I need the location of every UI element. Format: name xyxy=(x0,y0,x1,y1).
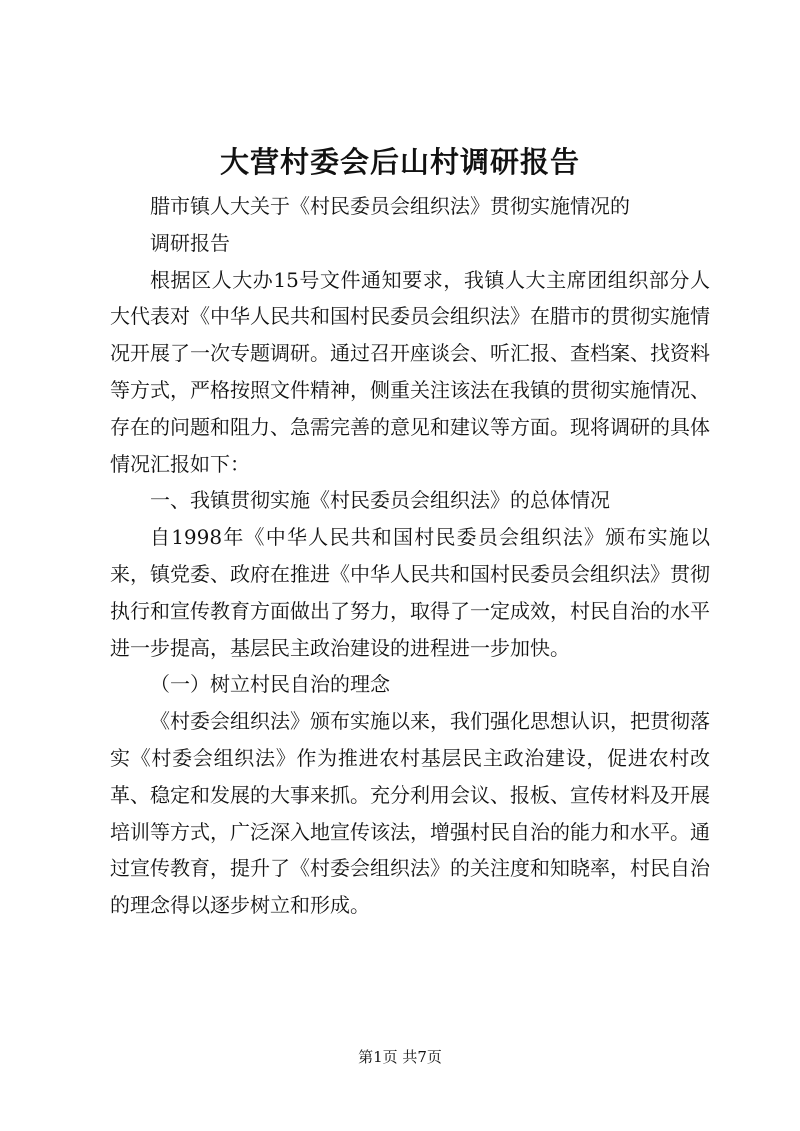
page-footer: 第1页 共7页 xyxy=(358,1048,442,1066)
subsection-heading-1: （一）树立村民自治的理念 xyxy=(150,672,390,697)
section-heading-1: 一、我镇贯彻实施《村民委员会组织法》的总体情况 xyxy=(150,488,610,513)
page-title: 大营村委会后山村调研报告 xyxy=(219,145,580,179)
subsection-paragraph-1: 《村委会组织法》颁布实施以来，我们强化思想认识，把贯彻落实《村委会组织法》作为推进农村基层民主政治建设，促进农村改革、稳定和发展的大事来抓。充分利用会议、报板、宣传材料及开展培训等方式，广泛深入地宣传该法，增强村民自治的能力和水平。通过宣传教育，提升了《村委会组织法》的关注度和知晓率，村民自治的理念得以逐步树立和形成。 xyxy=(110,709,710,918)
document-body xyxy=(110,188,710,924)
intro-paragraph: 根据区人大办15号文件通知要求，我镇人大主席团组织部分人大代表对《中华人民共和国村民委员会组织法》在腊市的贯彻实施情况开展了一次专题调研。通过召开座谈会、听汇报、查档案、找资料等方式，严格按照文件精神，侧重关注该法在我镇的贯彻实施情况、存在的问题和阻力、急需完善的意见和建议等方面。现将调研的具体情况汇报如下： xyxy=(110,267,710,476)
subtitle-line-1: 腊市镇人大关于《村民委员会组织法》贯彻实施情况的 xyxy=(150,194,630,218)
subtitle-line-2: 调研报告 xyxy=(150,230,230,255)
section-paragraph-1: 自1998年《中华人民共和国村民委员会组织法》颁布实施以来，镇党委、政府在推进《中华人民共和国村民委员会组织法》贯彻执行和宣传教育方面做出了努力，取得了一定成效，村民自治的水平进一步提高，基层民主政治建设的进程进一步加快。 xyxy=(110,525,710,660)
